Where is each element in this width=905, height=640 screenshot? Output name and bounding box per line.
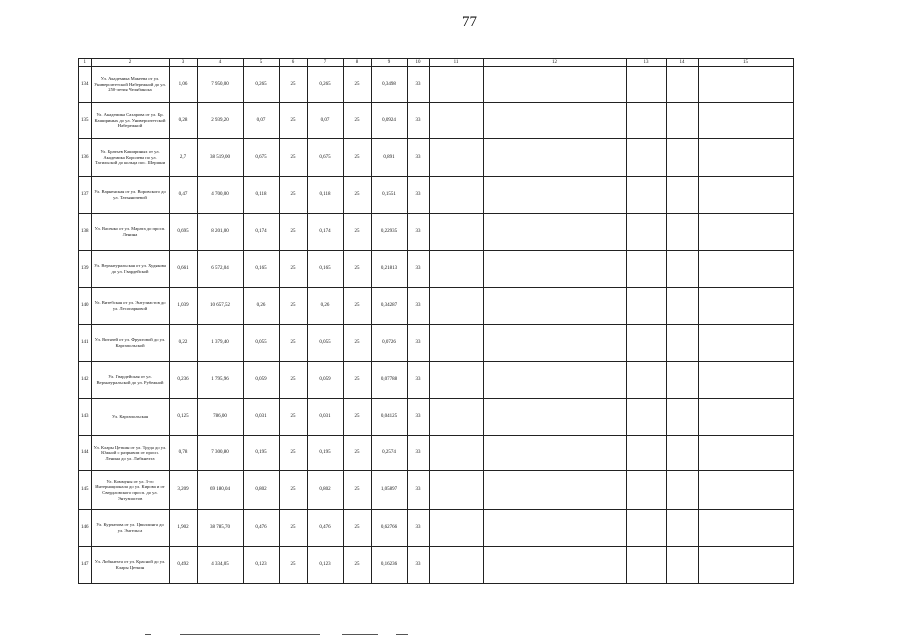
value-7: 0,07 [307,103,343,139]
area: 8 201,00 [197,214,243,251]
empty-cell [626,251,666,288]
row-number: 140 [79,288,92,325]
column-header: 14 [666,59,698,67]
value-9: 0,0726 [371,325,407,362]
value-10: 33 [407,103,429,139]
empty-cell [483,436,626,471]
empty-cell [429,510,483,547]
empty-cell [698,214,793,251]
empty-cell [698,547,793,584]
empty-cell [666,177,698,214]
value-7: 0,195 [307,436,343,471]
percent-8: 25 [343,399,371,436]
value-10: 33 [407,510,429,547]
percent-6: 25 [279,139,307,177]
value-5: 0,165 [243,251,279,288]
empty-cell [483,214,626,251]
data-table [78,58,794,584]
length: 0,47 [169,177,197,214]
empty-cell [429,547,483,584]
empty-cell [626,67,666,103]
empty-cell [483,471,626,510]
percent-6: 25 [279,288,307,325]
column-header: 10 [407,59,429,67]
empty-cell [626,103,666,139]
empty-cell [483,547,626,584]
percent-6: 25 [279,547,307,584]
value-9: 0,07788 [371,362,407,399]
street-name: Ул. Витебская от ул. Энтузиастов до ул. Лесопарковой [91,288,169,325]
empty-cell [483,139,626,177]
percent-8: 25 [343,214,371,251]
value-5: 0,059 [243,362,279,399]
column-header: 2 [91,59,169,67]
value-5: 0,26 [243,288,279,325]
table-row [79,177,794,214]
table-row [79,362,794,399]
area: 7 300,80 [197,436,243,471]
empty-cell [666,436,698,471]
percent-8: 25 [343,471,371,510]
empty-cell [626,436,666,471]
value-7: 0,059 [307,362,343,399]
street-name: Ул. Коммуны от ул. 3-го Интернационала до ул. Кирова и от Свердловского просп. до ул. Энтузиастов [91,471,169,510]
length: 0,125 [169,399,197,436]
value-10: 33 [407,214,429,251]
empty-cell [698,177,793,214]
area: 1 379,40 [197,325,243,362]
value-5: 0,07 [243,103,279,139]
value-5: 0,476 [243,510,279,547]
area: 4 700,00 [197,177,243,214]
area: 69 180,04 [197,471,243,510]
row-number: 145 [79,471,92,510]
empty-cell [483,67,626,103]
empty-cell [666,325,698,362]
street-name: Ул. Курчатова от ул. Цвиллинга до ул. Энгельса [91,510,169,547]
empty-cell [429,103,483,139]
row-number: 146 [79,510,92,547]
empty-cell [698,436,793,471]
value-5: 0,802 [243,471,279,510]
length: 1,06 [169,67,197,103]
value-7: 0,165 [307,251,343,288]
street-name: Ул. Академика Макеева от ул. Университетской Набережной до ул. 250-летия Челябинска [91,67,169,103]
column-header: 5 [243,59,279,67]
percent-8: 25 [343,288,371,325]
value-9: 0,04125 [371,399,407,436]
value-5: 0,195 [243,436,279,471]
value-9: 0,21813 [371,251,407,288]
value-9: 0,22935 [371,214,407,251]
column-header: 8 [343,59,371,67]
value-5: 0,123 [243,547,279,584]
percent-8: 25 [343,325,371,362]
empty-cell [626,471,666,510]
value-5: 0,265 [243,67,279,103]
area: 6 572,04 [197,251,243,288]
percent-6: 25 [279,177,307,214]
empty-cell [666,471,698,510]
empty-cell [626,177,666,214]
row-number: 147 [79,547,92,584]
empty-cell [429,436,483,471]
empty-cell [698,510,793,547]
empty-cell [626,547,666,584]
length: 0,661 [169,251,197,288]
value-9: 0,62766 [371,510,407,547]
empty-cell [666,67,698,103]
empty-cell [666,510,698,547]
value-5: 0,031 [243,399,279,436]
table-row [79,214,794,251]
row-number: 138 [79,214,92,251]
street-name: Ул. Либкнехта от ул. Красной до ул. Клары Цеткин [91,547,169,584]
value-7: 0,123 [307,547,343,584]
column-header: 13 [626,59,666,67]
percent-8: 25 [343,547,371,584]
value-7: 0,26 [307,288,343,325]
percent-6: 25 [279,214,307,251]
value-10: 33 [407,251,429,288]
empty-cell [626,399,666,436]
area: 4 334,05 [197,547,243,584]
area: 10 657,52 [197,288,243,325]
empty-cell [666,362,698,399]
empty-cell [698,399,793,436]
empty-cell [666,399,698,436]
value-10: 33 [407,177,429,214]
value-7: 0,031 [307,399,343,436]
row-number: 142 [79,362,92,399]
table-row [79,510,794,547]
empty-cell [429,399,483,436]
street-name: Ул. Витязей от ул. Фруктовой до ул. Каргапольской [91,325,169,362]
empty-cell [698,471,793,510]
table-row [79,436,794,471]
street-name: Ул. Варненская от ул. Воровского до ул. Татьяничевой [91,177,169,214]
row-number: 134 [79,67,92,103]
value-10: 33 [407,362,429,399]
row-number: 139 [79,251,92,288]
column-header: 4 [197,59,243,67]
value-9: 0,0924 [371,103,407,139]
value-10: 33 [407,471,429,510]
value-9: 0,2574 [371,436,407,471]
percent-6: 25 [279,103,307,139]
percent-8: 25 [343,436,371,471]
empty-cell [429,139,483,177]
percent-8: 25 [343,103,371,139]
empty-cell [483,177,626,214]
empty-cell [429,251,483,288]
value-5: 0,055 [243,325,279,362]
table-row [79,547,794,584]
row-number: 143 [79,399,92,436]
empty-cell [429,177,483,214]
row-number: 144 [79,436,92,471]
empty-cell [429,362,483,399]
empty-cell [626,214,666,251]
value-7: 0,055 [307,325,343,362]
percent-6: 25 [279,251,307,288]
street-name: Ул. Верхнеуральская от ул. Худякова до ул. Гвардейской [91,251,169,288]
column-header: 6 [279,59,307,67]
value-10: 33 [407,325,429,362]
percent-6: 25 [279,67,307,103]
empty-cell [626,288,666,325]
length: 0,695 [169,214,197,251]
percent-6: 25 [279,510,307,547]
value-10: 33 [407,547,429,584]
length: 1,902 [169,510,197,547]
header-row [79,59,794,67]
table-row [79,67,794,103]
length: 0,28 [169,103,197,139]
percent-8: 25 [343,362,371,399]
empty-cell [626,325,666,362]
table-row [79,103,794,139]
row-number: 137 [79,177,92,214]
area: 2 939,20 [197,103,243,139]
table-row [79,251,794,288]
empty-cell [698,67,793,103]
percent-8: 25 [343,510,371,547]
table-row [79,471,794,510]
length: 0,492 [169,547,197,584]
street-name: Ул. Академика Сахарова от ул. Бр. Кашириных до ул. Университетской Набережной [91,103,169,139]
value-5: 0,675 [243,139,279,177]
area: 38 519,00 [197,139,243,177]
column-header: 12 [483,59,626,67]
empty-cell [666,251,698,288]
length: 2,7 [169,139,197,177]
value-9: 0,1551 [371,177,407,214]
page-number: 77 [462,14,477,30]
value-5: 0,174 [243,214,279,251]
empty-cell [666,547,698,584]
empty-cell [698,103,793,139]
value-7: 0,476 [307,510,343,547]
percent-8: 25 [343,67,371,103]
row-number: 136 [79,139,92,177]
empty-cell [483,288,626,325]
value-10: 33 [407,436,429,471]
empty-cell [698,251,793,288]
table-row [79,325,794,362]
value-9: 0,16236 [371,547,407,584]
street-name: Ул. Братьев Кашириных от ул. Академика Королева по ул. Тагильской до кольца пос. Шершни [91,139,169,177]
empty-cell [698,139,793,177]
table-row [79,288,794,325]
length: 1,039 [169,288,197,325]
length: 0,236 [169,362,197,399]
value-7: 0,802 [307,471,343,510]
value-10: 33 [407,139,429,177]
empty-cell [666,288,698,325]
length: 0,22 [169,325,197,362]
column-header: 3 [169,59,197,67]
empty-cell [666,139,698,177]
empty-cell [483,103,626,139]
empty-cell [429,288,483,325]
table-row [79,139,794,177]
value-10: 33 [407,67,429,103]
area: 7 950,00 [197,67,243,103]
empty-cell [626,139,666,177]
empty-cell [483,362,626,399]
row-number: 135 [79,103,92,139]
empty-cell [429,67,483,103]
value-9: 0,3498 [371,67,407,103]
percent-6: 25 [279,471,307,510]
empty-cell [698,288,793,325]
area: 786,00 [197,399,243,436]
empty-cell [429,325,483,362]
footer-scan-marks [0,628,905,640]
area: 1 795,96 [197,362,243,399]
column-header: 9 [371,59,407,67]
value-9: 0,891 [371,139,407,177]
area: 38 785,70 [197,510,243,547]
empty-cell [429,471,483,510]
value-10: 33 [407,399,429,436]
empty-cell [698,325,793,362]
empty-cell [698,362,793,399]
street-name: Ул. Васенко от ул. Марата до просп. Ленина [91,214,169,251]
empty-cell [429,214,483,251]
empty-cell [483,325,626,362]
value-9: 1,05897 [371,471,407,510]
percent-6: 25 [279,399,307,436]
length: 3,209 [169,471,197,510]
percent-6: 25 [279,325,307,362]
empty-cell [483,251,626,288]
table-row [79,399,794,436]
empty-cell [483,399,626,436]
value-7: 0,174 [307,214,343,251]
street-name: Ул. Каргапольская [91,399,169,436]
empty-cell [626,362,666,399]
column-header: 15 [698,59,793,67]
empty-cell [666,214,698,251]
value-7: 0,265 [307,67,343,103]
percent-6: 25 [279,362,307,399]
street-name: Ул. Клары Цеткин от ул. Труда до ул. Южной с разрывом от просп. Ленина до ул. Либкнехта [91,436,169,471]
length: 0,78 [169,436,197,471]
value-7: 0,118 [307,177,343,214]
column-header: 1 [79,59,92,67]
column-header: 11 [429,59,483,67]
row-number: 141 [79,325,92,362]
percent-8: 25 [343,251,371,288]
empty-cell [626,510,666,547]
empty-cell [666,103,698,139]
value-10: 33 [407,288,429,325]
percent-6: 25 [279,436,307,471]
column-header: 7 [307,59,343,67]
empty-cell [483,510,626,547]
value-7: 0,675 [307,139,343,177]
value-9: 0,34287 [371,288,407,325]
percent-8: 25 [343,139,371,177]
street-name: Ул. Гвардейская от ул. Верхнеуральской до ул. Рубежной [91,362,169,399]
percent-8: 25 [343,177,371,214]
value-5: 0,118 [243,177,279,214]
